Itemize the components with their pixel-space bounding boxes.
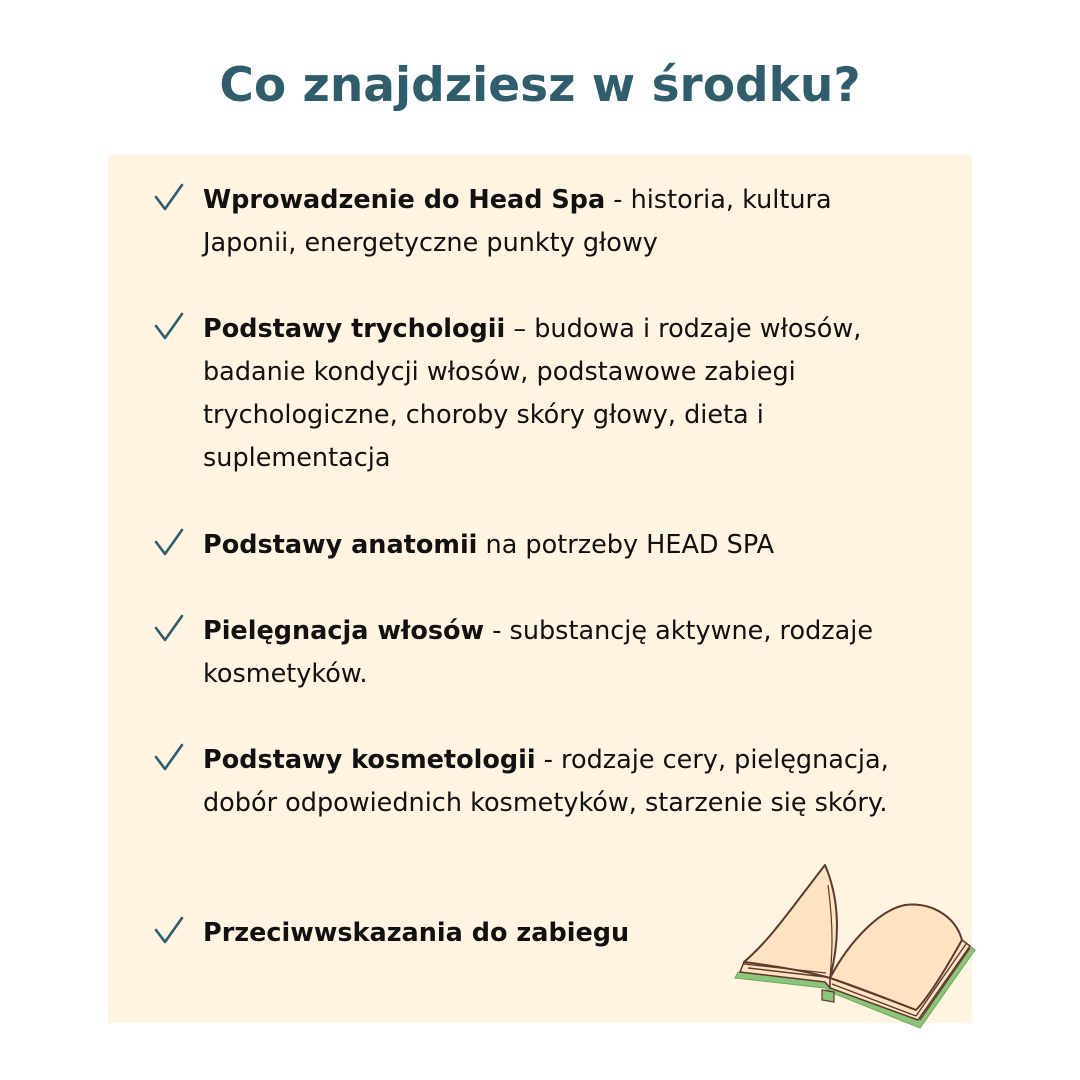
list-item xyxy=(203,739,903,825)
item-heading: Pielęgnacja włosów xyxy=(203,616,485,646)
item-description: - substancję aktywne, rodzaje kosmetyków. xyxy=(203,616,874,689)
item-description: na potrzeby HEAD SPA xyxy=(477,530,775,560)
checkmark-icon xyxy=(154,183,188,217)
checkmark-icon xyxy=(154,312,188,346)
list-item xyxy=(203,524,903,567)
item-heading: Przeciwwskazania do zabiegu xyxy=(203,918,630,948)
item-heading: Wprowadzenie do Head Spa xyxy=(203,185,606,215)
item-description: – budowa i rodzaje włosów, badanie kondycji włosów, podstawowe zabiegi trychologiczne, choroby skóry głowy, dieta i suplementacja xyxy=(203,314,862,473)
item-heading: Podstawy trychologii xyxy=(203,314,506,344)
item-description: - historia, kultura Japonii, energetyczne punkty głowy xyxy=(203,185,832,258)
page-title: Co znajdziesz w środku? xyxy=(219,58,861,113)
list-item xyxy=(203,179,903,265)
item-heading: Podstawy anatomii xyxy=(203,530,478,560)
list-item xyxy=(203,308,903,480)
item-heading: Podstawy kosmetologii xyxy=(203,745,536,775)
checkmark-icon xyxy=(154,528,188,562)
item-description: - rodzaje cery, pielęgnacja, dobór odpowiednich kosmetyków, starzenie się skóry. xyxy=(203,745,889,818)
checkmark-icon xyxy=(154,916,188,950)
checkmark-icon xyxy=(154,614,188,648)
open-book-icon xyxy=(730,860,980,1035)
checkmark-icon xyxy=(154,743,188,777)
list-item xyxy=(203,610,903,696)
